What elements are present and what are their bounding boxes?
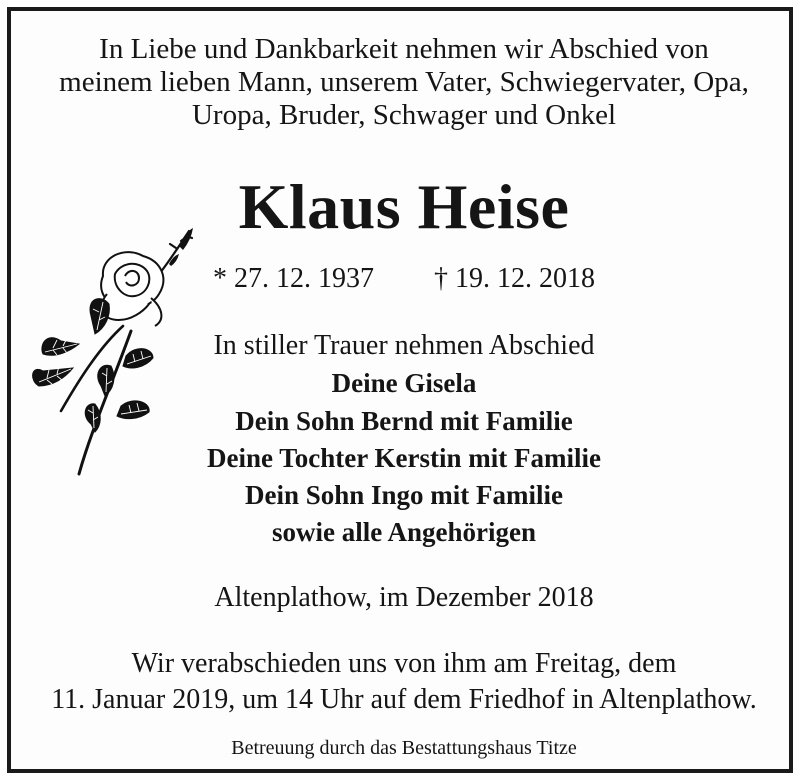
ceremony-line: Wir verabschieden uns von ihm am Freitag, dem: [131, 648, 677, 679]
mourning-line: In stiller Trauer nehmen Abschied: [213, 330, 595, 361]
ceremony-line: 11. Januar 2019, um 14 Uhr auf dem Friedhof in Altenplathow.: [51, 684, 757, 715]
mourner-line: Deine Tochter Kerstin mit Familie: [207, 443, 601, 473]
mourner-line: Dein Sohn Ingo mit Familie: [244, 480, 564, 510]
undertaker-credit: Betreuung durch das Bestattungshaus Titze: [231, 737, 577, 759]
deceased-name: Klaus Heise: [238, 171, 570, 242]
intro-line: Uropa, Bruder, Schwager und Onkel: [191, 99, 617, 131]
death-date: † 19. 12. 2018: [434, 263, 595, 294]
place-date: Altenplathow, im Dezember 2018: [214, 582, 594, 613]
birth-date: * 27. 12. 1937: [213, 263, 374, 294]
intro-line: meinem lieben Mann, unserem Vater, Schwiegervater, Opa,: [59, 66, 749, 98]
obituary-notice: [7, 7, 793, 773]
mourner-line: Deine Gisela: [331, 368, 477, 398]
intro-line: In Liebe und Dankbarkeit nehmen wir Abschied von: [99, 33, 709, 65]
mourner-line: Dein Sohn Bernd mit Familie: [235, 406, 573, 436]
mourner-line: sowie alle Angehörigen: [272, 517, 536, 547]
life-dates: [11, 263, 797, 295]
